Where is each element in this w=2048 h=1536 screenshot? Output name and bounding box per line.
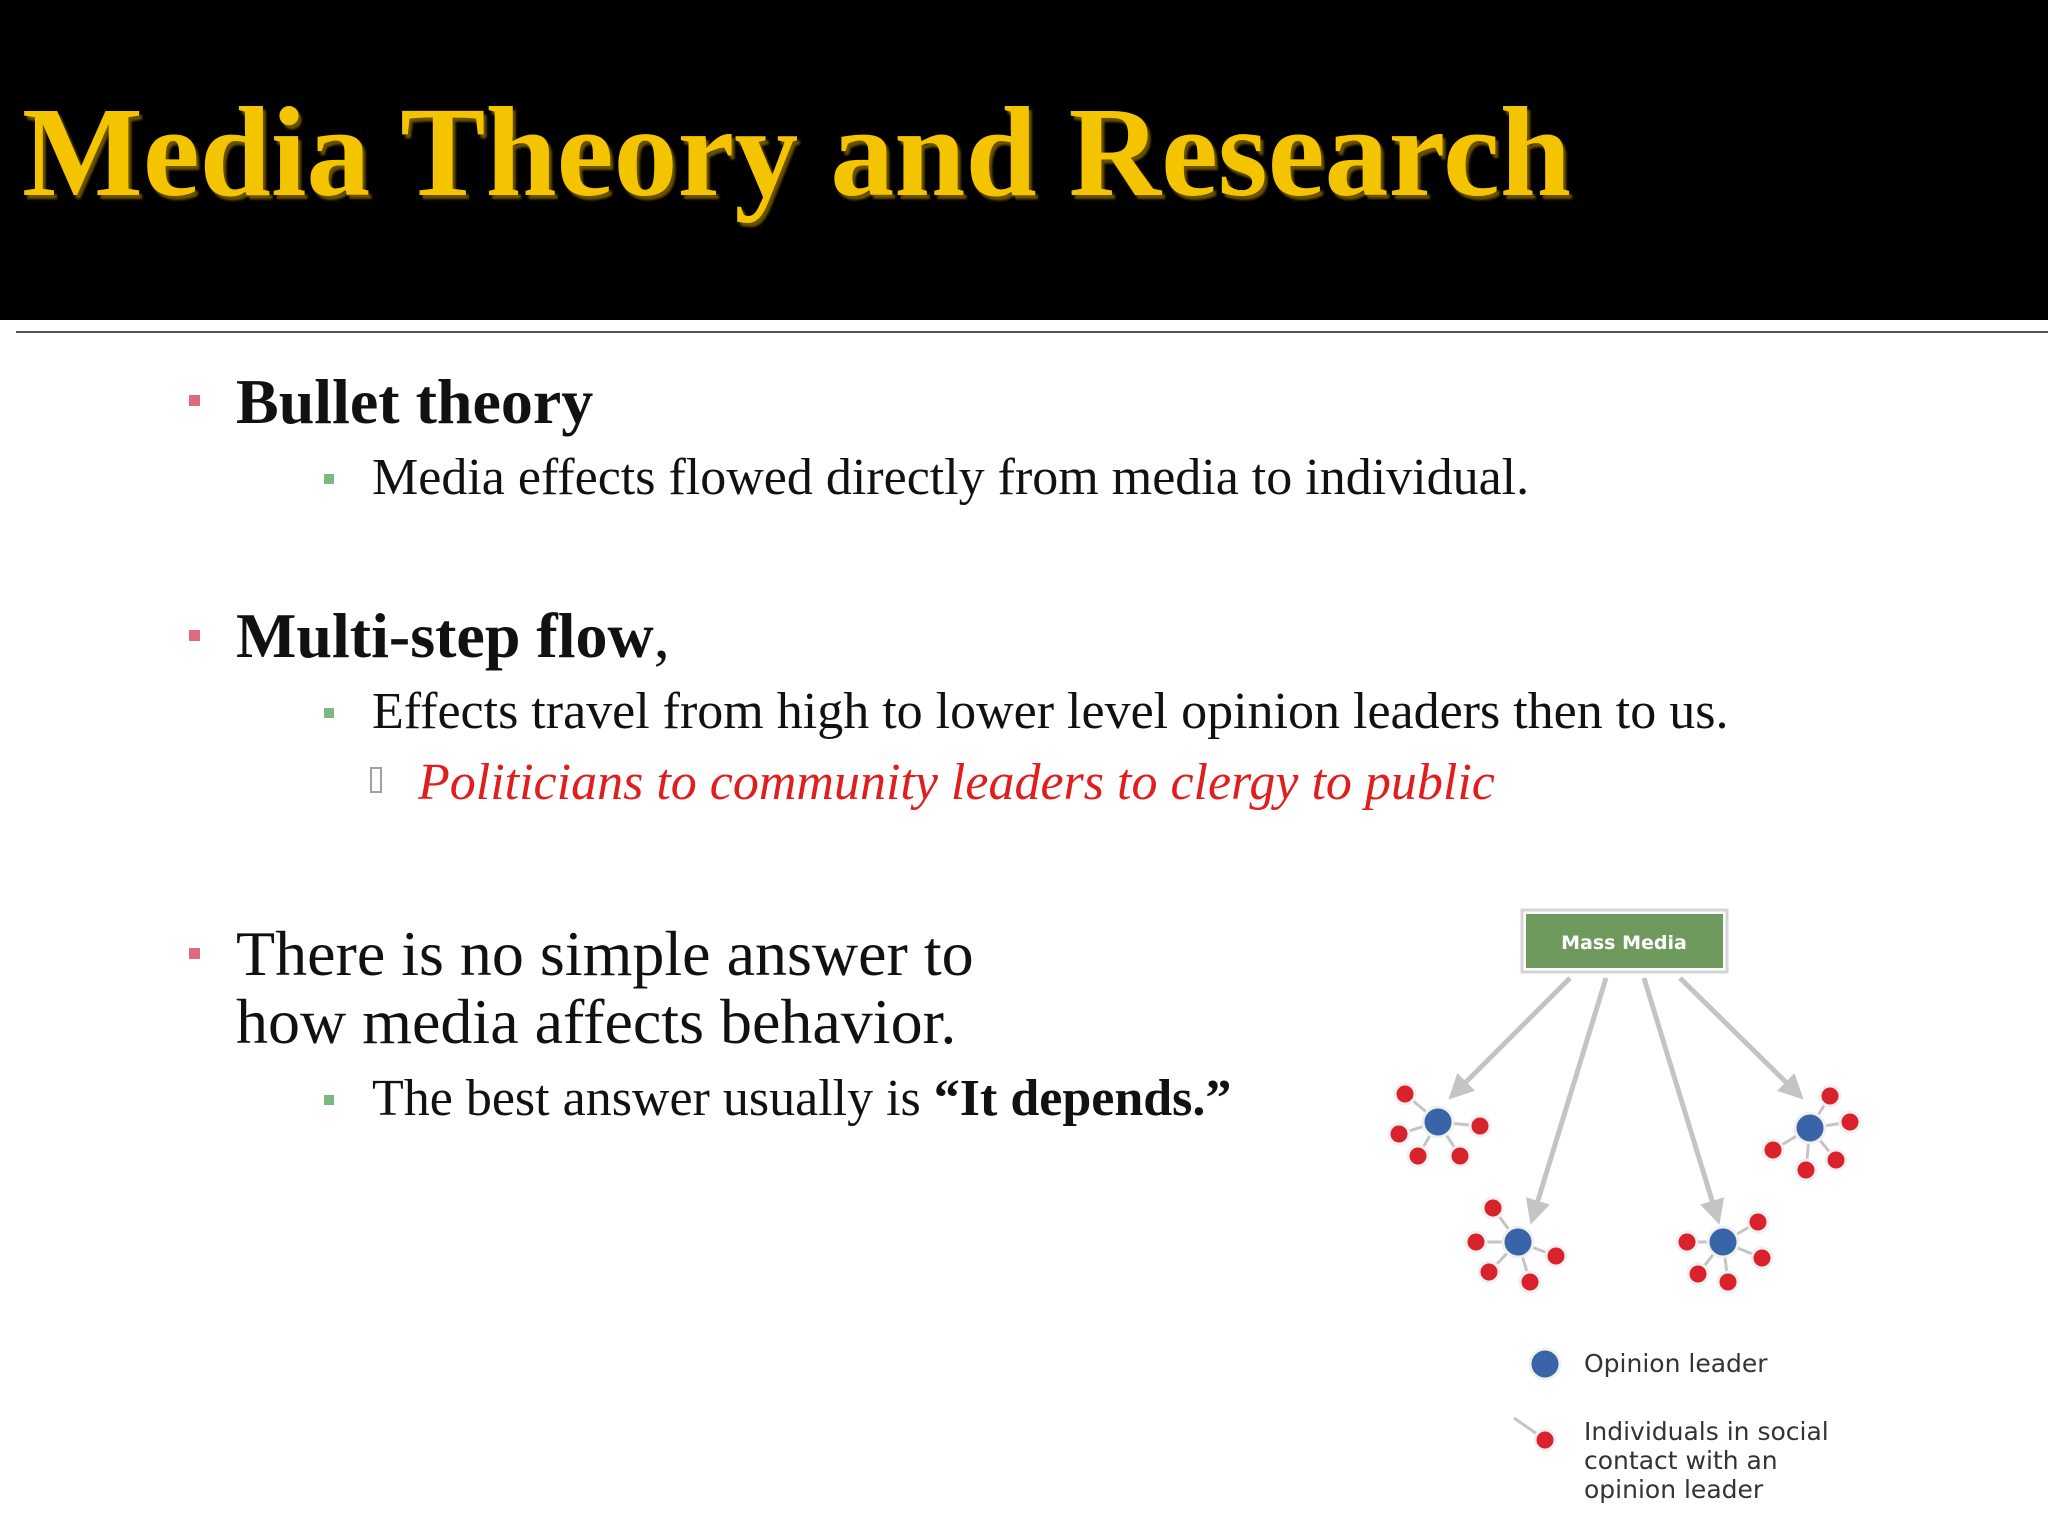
mass-media-box <box>1522 910 1727 972</box>
multi-step-heading-suffix: , <box>653 600 670 671</box>
individual-dot <box>1470 1116 1490 1136</box>
individual-dot <box>1466 1232 1486 1252</box>
multi-step-flow-diagram <box>1370 900 1890 1520</box>
individual-dot <box>1688 1264 1708 1284</box>
sub-bullet-marker <box>324 474 334 484</box>
slide-title: Media Theory and Research <box>22 81 1571 223</box>
individual-dot <box>1479 1262 1499 1282</box>
individual-dot <box>1820 1086 1840 1106</box>
opinion-leader-dot <box>1708 1227 1738 1257</box>
no-simple-answer-line2: how media affects behavior. <box>236 986 957 1057</box>
individual-dot <box>1677 1232 1697 1252</box>
arrow-to-leader-4 <box>1680 978 1800 1096</box>
opinion-leader-dot <box>1503 1227 1533 1257</box>
individual-dot <box>1450 1146 1470 1166</box>
individual-dot <box>1483 1198 1503 1218</box>
individual-dot <box>1546 1246 1566 1266</box>
legend-opinion-leader-dot <box>1530 1349 1560 1379</box>
opinion-leader-dot <box>1423 1107 1453 1137</box>
arrow-to-leader-3 <box>1644 978 1718 1220</box>
multi-step-heading: Multi-step flow <box>236 600 654 671</box>
legend-opinion-leader-label: Opinion leader <box>1584 1349 1768 1378</box>
legend-individuals-line3: opinion leader <box>1584 1475 1764 1504</box>
no-simple-answer-line1: There is no simple answer to <box>236 918 974 989</box>
opinion-leader-cluster <box>1389 1084 1490 1166</box>
individual-dot <box>1763 1140 1783 1160</box>
opinion-leader-cluster <box>1466 1198 1566 1292</box>
individual-dot <box>1408 1146 1428 1166</box>
it-depends-prefix: The best answer usually is <box>372 1070 934 1127</box>
individual-dot <box>1520 1272 1540 1292</box>
sub-bullet-marker <box>324 1095 334 1105</box>
it-depends-line <box>372 1070 1232 1127</box>
opinion-leader-cluster <box>1677 1212 1772 1292</box>
arrow-to-leader-1 <box>1452 978 1570 1096</box>
multi-step-example: Politicians to community leaders to clergy to public <box>418 754 1495 811</box>
opinion-leader-dot <box>1795 1113 1825 1143</box>
bullet-marker <box>189 630 200 641</box>
it-depends-answer: “It depends.” <box>933 1070 1232 1127</box>
header-divider <box>16 331 2048 333</box>
individual-dot <box>1395 1084 1415 1104</box>
individual-dot <box>1826 1150 1846 1170</box>
mass-media-label: Mass Media <box>1561 932 1687 954</box>
multi-step-description: Effects travel from high to lower level opinion leaders then to us. <box>372 683 1729 740</box>
bullet-theory-description: Media effects flowed directly from media to individual. <box>372 449 1530 506</box>
individual-dot <box>1748 1212 1768 1232</box>
bullet-marker <box>189 395 200 406</box>
bullet-marker <box>189 948 200 959</box>
legend-individual-dot <box>1535 1430 1555 1450</box>
multi-step-heading-line <box>236 600 670 671</box>
individual-dot <box>1840 1112 1860 1132</box>
individual-dot <box>1389 1124 1409 1144</box>
sub-bullet-marker <box>324 708 334 718</box>
individual-dot <box>1718 1272 1738 1292</box>
legend-individuals-line1: Individuals in social <box>1584 1417 1829 1446</box>
diagram-legend <box>1514 1349 1829 1504</box>
sub-sub-bullet-marker <box>370 767 382 793</box>
influence-arrows <box>1452 978 1800 1220</box>
bullet-theory-heading: Bullet theory <box>236 366 594 437</box>
individual-dot <box>1752 1248 1772 1268</box>
individual-dot <box>1796 1160 1816 1180</box>
legend-individuals-line2: contact with an <box>1584 1446 1778 1475</box>
arrow-to-leader-2 <box>1532 978 1606 1220</box>
slide-header <box>0 0 2048 320</box>
opinion-leader-cluster <box>1763 1086 1860 1180</box>
